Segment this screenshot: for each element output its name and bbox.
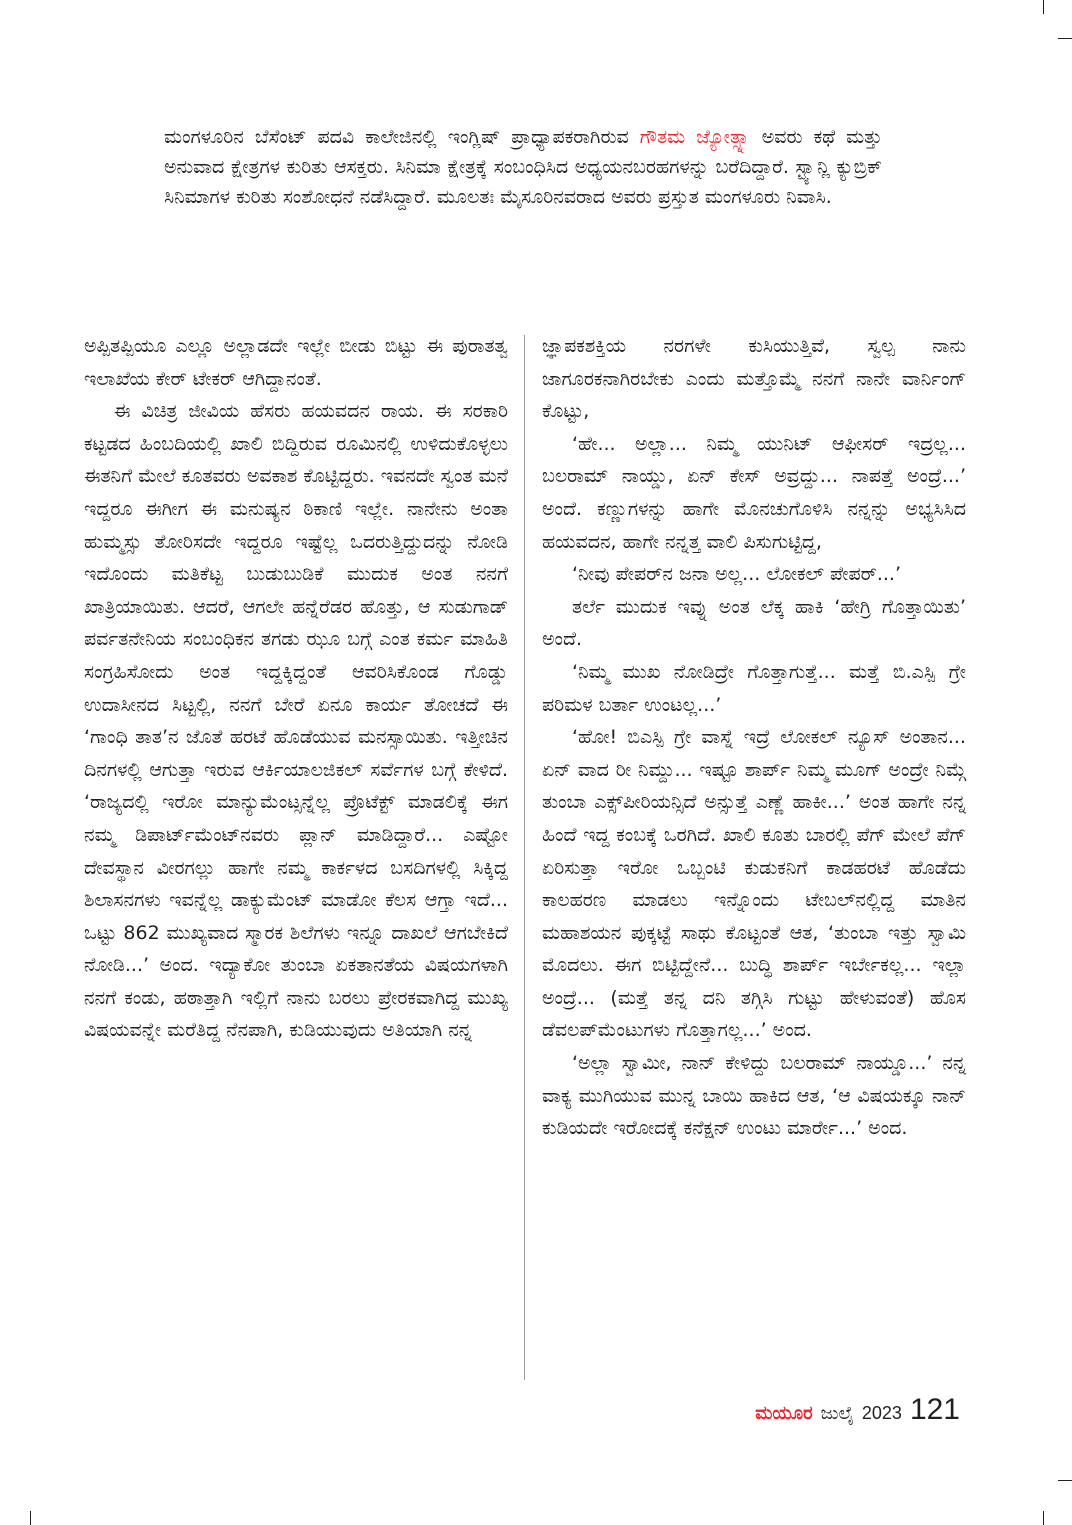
paragraph: ಈ ವಿಚಿತ್ರ ಜೀವಿಯ ಹೆಸರು ಹಯವದನ ರಾಯ. ಈ ಸರಕಾರಿ ಕಟ್ಟಡದ ಹಿಂಬದಿಯಲ್ಲಿ ಖಾಲಿ ಬಿದ್ದಿರುವ ರೂಮಿನಲ್ಲಿ ಉಳಿದುಕೊಳ್ಳಲು ಈತನಿಗೆ ಮೇಲೆ ಕೂತವರು ಅವಕಾಶ ಕೊಟ್ಟಿದ್ದರು. ಇವನದೇ ಸ್ವಂತ ಮನೆ ಇದ್ದರೂ ಈಗೀಗ ಈ ಮನುಷ್ಯನ ಠಿಕಾಣಿ ಇಲ್ಲೇ. ನಾನೇನು ಅಂತಾ ಹುಮ್ಮಸ್ಸು ತೋರಿಸದೇ ಇದ್ದರೂ ಇಷ್ಟೆಲ್ಲ ಒದರುತ್ತಿದ್ದುದನ್ನು ನೋಡಿ ಇದೊಂದು ಮತಿಕೆಟ್ಟ ಬುಡುಬುಡಿಕೆ ಮುದುಕ ಅಂತ ನನಗೆ ಖಾತ್ರಿಯಾಯಿತು. ಆದರೆ, ಆಗಲೇ ಹನ್ನೆರೆಡರ ಹೊತ್ತು, ಆ ಸುಡುಗಾಡ್ ಪರ್ವತನೇನಿಯ ಸಂಬಂಧಿಕನ ತಗಡು ಝೂ ಬಗ್ಗೆ ಎಂತ ಕರ್ಮ ಮಾಹಿತಿ ಸಂಗ್ರಹಿಸೋದು ಅಂತ ಇದ್ದಕ್ಕಿದ್ದಂತೆ ಆವರಿಸಿಕೊಂಡ ಗೊಡ್ಡು ಉದಾಸೀನದ ಸಿಟ್ಟಲ್ಲಿ, ನನಗೆ ಬೇರೆ ಏನೂ ಕಾರ್ಯ ತೋಚದೆ ಈ ‘ಗಾಂಧಿ ತಾತ’ನ ಜೊತೆ ಹರಟೆ ಹೊಡೆಯುವ ಮನಸ್ಸಾಯಿತು. ಇತ್ತೀಚಿನ ದಿನಗಳಲ್ಲಿ ಆಗುತ್ತಾ ಇರುವ ಆರ್ಕಿಯಾಲಜಿಕಲ್ ಸರ್ವೆಗಳ ಬಗ್ಗೆ ಕೇಳಿದೆ. ‘ರಾಜ್ಯದಲ್ಲಿ ಇರೋ ಮಾನ್ಯುಮೆಂಟ್ಸನ್ನೆಲ್ಲ ಪ್ರೊಟೆಕ್ಟ್ ಮಾಡಲಿಕ್ಕೆ ಈಗ ನಮ್ಮ ಡಿಪಾರ್ಟ್‌ಮೆಂಟ್‌ನವರು ಪ್ಲಾನ್ ಮಾಡಿದ್ದಾರೆ... ಎಷ್ಟೋ ದೇವಸ್ಥಾನ ವೀರಗಲ್ಲು ಹಾಗೇ ನಮ್ಮ ಕಾರ್ಕಳದ ಬಸದಿಗಳಲ್ಲಿ ಸಿಕ್ಕಿದ್ದ ಶಿಲಾಸನಗಳು ಇವನ್ನೆಲ್ಲ ಡಾಕ್ಯುಮೆಂಟ್ ಮಾಡೋ ಕೆಲಸ ಆಗ್ತಾ ಇದೆ... ಒಟ್ಟು 862 ಮುಖ್ಯವಾದ ಸ್ಮಾರಕ ಶಿಲೆಗಳು ಇನ್ನೂ ದಾಖಲೆ ಆಗಬೇಕಿದೆ ನೋಡಿ...’ ಅಂದ. ಇದ್ಯಾಕೋ ತುಂಬಾ ಏಕತಾನತೆಯ ವಿಷಯಗಳಾಗಿ ನನಗೆ ಕಂಡು, ಹಠಾತ್ತಾಗಿ ಇಲ್ಲಿಗೆ ನಾನು ಬರಲು ಪ್ರೇರಕವಾಗಿದ್ದ ಮುಖ್ಯ ವಿಷಯವನ್ನೇ ಮರೆತಿದ್ದ ನೆನಪಾಗಿ, ಕುಡಿಯುವುದು ಅತಿಯಾಗಿ ನನ್ನ [84,400,508,1042]
author-bio [164,122,882,212]
article-column-left [84,330,508,1047]
crop-mark [1058,1480,1072,1481]
paragraph: ಅಪ್ಪಿತಪ್ಪಿಯೂ ಎಲ್ಲೂ ಅಲ್ಲಾಡದೇ ಇಲ್ಲೇ ಬೀಡು ಬಿಟ್ಟು ಈ ಪುರಾತತ್ವ ಇಲಾಖೆಯ ಕೇರ್ ಟೇಕರ್ ಆಗಿದ್ದಾನಂತೆ. [84,335,508,390]
paragraph: ‘ಹೋ! ಬಿಎಸ್ಪಿ ಗ್ರೇ ವಾಸ್ನೆ ಇದ್ರೆ ಲೋಕಲ್ ನ್ಯೂಸ್ ಅಂತಾನ... ಏನ್ ವಾದ ರೀ ನಿಮ್ದು... ಇಷ್ಟೂ ಶಾರ್ಪ್ ನಿಮ್ಮ ಮೂಗ್ ಅಂದ್ರೇ ನಿಮ್ಗೆ ತುಂಬಾ ಎಕ್ಸ್‌ಪೀರಿಯನ್ಸಿದೆ ಅನ್ಸುತ್ತೆ ಎಣ್ಣೆ ಹಾಕೀ...’ ಅಂತ ಹಾಗೇ ನನ್ನ ಹಿಂದೆ ಇದ್ದ ಕಂಬಕ್ಕೆ ಒರಗಿದೆ. ಖಾಲಿ ಕೂತು ಬಾರಲ್ಲಿ ಪೆಗ್ ಮೇಲೆ ಪೆಗ್ ಏರಿಸುತ್ತಾ ಇರೋ ಒಬ್ಬಂಟಿ ಕುಡುಕನಿಗೆ ಕಾಡಹರಟೆ ಹೊಡೆದು ಕಾಲಹರಣ ಮಾಡಲು ಇನ್ನೊಂದು ಟೇಬಲ್‌ನಲ್ಲಿದ್ದ ಮಾತಿನ ಮಹಾಶಯನ ಪುಕ್ಕಟ್ಟೆ ಸಾಥು ಕೊಟ್ಟಂತೆ ಆತ, ‘ತುಂಬಾ ಇತ್ತು ಸ್ವಾಮಿ ಮೊದಲು. ಈಗ ಬಿಟ್ಟಿದ್ದೇನೆ... ಬುದ್ಧಿ ಶಾರ್ಪ್ ಇರ್ಬೇಕಲ್ಲ... ಇಲ್ಲಾ ಅಂದ್ರೆ... (ಮತ್ತೆ ತನ್ನ ದನಿ ತಗ್ಗಿಸಿ ಗುಟ್ಟು ಹೇಳುವಂತೆ) ಹೊಸ ಡೆವಲಪ್‌ಮೆಂಟುಗಳು ಗೊತ್ತಾಗಲ್ಲ...’ ಅಂದ. [542,726,966,1042]
paragraph: ತರ್ಲೆ ಮುದುಕ ಇವ್ನು ಅಂತ ಲೆಕ್ಕ ಹಾಕಿ ‘ಹೇಗ್ರಿ ಗೊತ್ತಾಯಿತು’ ಅಂದೆ. [542,595,966,651]
issue-month: ಜುಲೈ [820,1403,854,1424]
crop-mark [1043,1511,1044,1525]
column-divider [524,335,525,1380]
article-column-right [542,330,966,1145]
paragraph: ಜ್ಞಾಪಕಶಕ್ತಿಯ ನರಗಳೇ ಕುಸಿಯುತ್ತಿವೆ, ಸ್ವಲ್ಪ ನಾನು ಜಾಗೂರಕನಾಗಿರಬೇಕು ಎಂದು ಮತ್ತೊಮ್ಮೆ ನನಗೆ ನಾನೇ ವಾರ್ನಿಂಗ್ ಕೊಟ್ಟು, [542,335,966,423]
page-footer [755,1393,960,1429]
author-name: ಗೌತಮ ಜ್ಯೋತ್ಸ್ನಾ [639,126,751,148]
paragraph: ‘ಅಲ್ಲಾ ಸ್ವಾಮೀ, ನಾನ್ ಕೇಳಿದ್ದು ಬಲರಾಮ್ ನಾಯ್ಡೂ...’ ನನ್ನ ವಾಕ್ಯ ಮುಗಿಯುವ ಮುನ್ನ ಬಾಯಿ ಹಾಕಿದ ಆತ, ‘ಆ ವಿಷಯಕ್ಕೂ ನಾನ್ ಕುಡಿಯದೇ ಇರೋದಕ್ಕೆ ಕನೆಕ್ಷನ್ ಉಂಟು ಮಾರ್ರೇ...’ ಅಂದ. [542,1052,966,1140]
crop-mark [1043,0,1044,14]
page-number: 121 [909,1393,960,1426]
paragraph: ‘ನೀವು ಪೇಪರ್‌ನ ಜನಾ ಅಲ್ಲ... ಲೋಕಲ್ ಪೇಪರ್...’ [572,563,902,586]
paragraph: ‘ನಿಮ್ಮ ಮುಖ ನೋಡಿದ್ರೇ ಗೊತ್ತಾಗುತ್ತೆ... ಮತ್ತೆ ಬಿ.ಎಸ್ಪಿ ಗ್ರೇ ಪರಿಮಳ ಬರ್ತಾ ಉಂಟಲ್ಲ...’ [542,660,966,716]
paragraph: ‘ಹೇ... ಅಲ್ಲಾ... ನಿಮ್ಮ ಯುನಿಟ್ ಆಫೀಸರ್ ಇದ್ರಲ್ಲ... ಬಲರಾಮ್ ನಾಯ್ಡು, ಏನ್ ಕೇಸ್ ಅವ್ರದ್ದು... ನಾಪತ್ತೆ ಅಂದ್ರೆ...’ ಅಂದೆ. ಕಣ್ಣುಗಳನ್ನು ಹಾಗೇ ಮೊನಚುಗೊಳಿಸಿ ನನ್ನನ್ನು ಅಭ್ಯಸಿಸಿದ ಹಯವದನ, ಹಾಗೇ ನನ್ನತ್ತ ವಾಲಿ ಪಿಸುಗುಟ್ಟಿದ್ದ, [542,432,966,553]
author-bio-text: ಅವರು ಕಥೆ ಮತ್ತು ಅನುವಾದ ಕ್ಷೇತ್ರಗಳ ಕುರಿತು ಆಸಕ್ತರು. ಸಿನಿಮಾ ಕ್ಷೇತ್ರಕ್ಕೆ ಸಂಬಂಧಿಸಿದ ಅಧ್ಯಯನಬರಹಗಳನ್ನು ಬರೆದಿದ್ದಾರೆ. ಸ್ಟ್ಯಾನ್ಲಿ ಕ್ಯುಬ್ರಿಕ್ ಸಿನಿಮಾಗಳ ಕುರಿತು ಸಂಶೋಧನೆ ನಡೆಸಿದ್ದಾರೆ. ಮೂಲತಃ ಮೈಸೂರಿನವರಾದ ಅವರು ಪ್ರಸ್ತುತ ಮಂಗಳೂರು ನಿವಾಸಿ. [164,126,882,208]
author-bio-lead: ಮಂಗಳೂರಿನ ಬೆಸೆಂಟ್ ಪದವಿ ಕಾಲೇಜಿನಲ್ಲಿ ಇಂಗ್ಲಿಷ್ ಪ್ರಾಧ್ಯಾಪಕರಾಗಿರುವ [164,126,629,148]
magazine-logo: ಮಯೂರ [755,1403,813,1424]
crop-mark [1058,38,1072,39]
crop-mark [30,1511,31,1525]
issue-year: 2023 [861,1403,902,1423]
